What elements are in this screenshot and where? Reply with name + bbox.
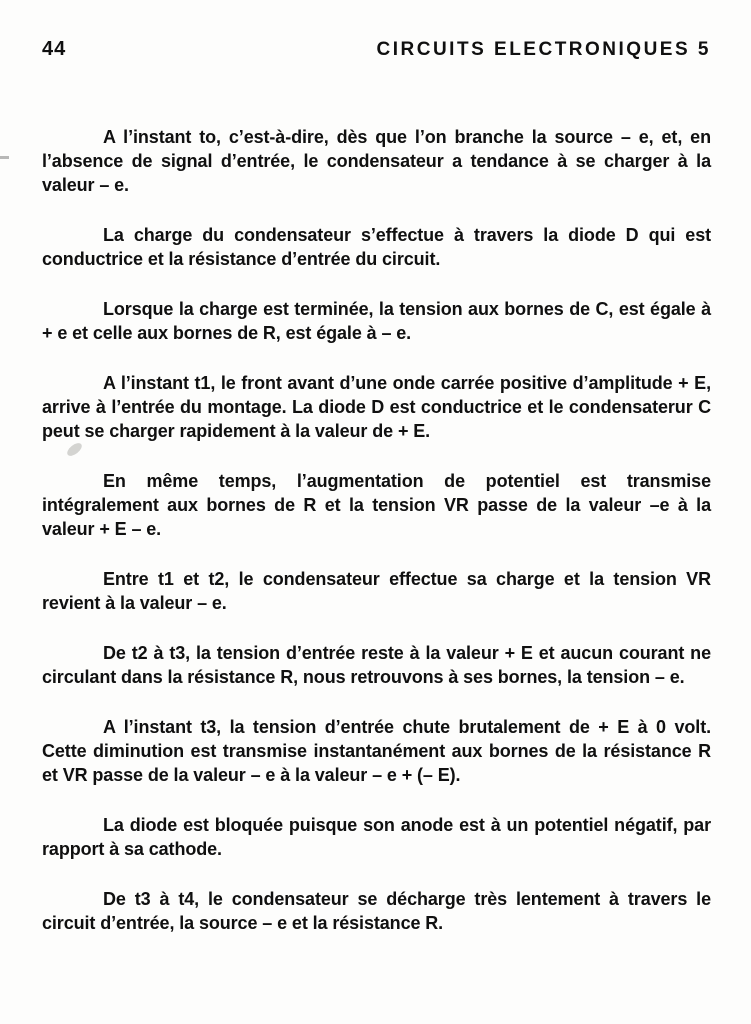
paragraph-9: La diode est bloquée puisque son anode est à un potentiel négatif, par rapport à sa cathode.: [42, 815, 711, 859]
page-number: 44: [42, 38, 67, 60]
running-title: CIRCUITS ELECTRONIQUES 5: [376, 39, 711, 60]
paragraph-2: La charge du condensateur s’effectue à travers la diode D qui est conductrice et la résistance d’entrée du circuit.: [42, 225, 711, 269]
page-header: [42, 38, 711, 61]
paragraph-8: A l’instant t3, la tension d’entrée chute brutalement de + E à 0 volt. Cette diminution est transmise instantanément aux bornes de la résistance R et VR passe de la valeur – e à la valeur – e + (– E).: [42, 717, 711, 785]
paragraph-6: Entre t1 et t2, le condensateur effectue sa charge et la tension VR revient à la valeur – e.: [42, 569, 711, 613]
paragraph-3: Lorsque la charge est terminée, la tension aux bornes de C, est égale à + e et celle aux bornes de R, est égale à – e.: [42, 299, 711, 343]
body-text: [42, 125, 711, 935]
scan-artifact-dash: [0, 156, 9, 159]
paragraph-10: De t3 à t4, le condensateur se décharge très lentement à travers le circuit d’entrée, la source – e et la résistance R.: [42, 889, 711, 933]
paragraph-1: A l’instant to, c’est-à-dire, dès que l’on branche la source – e, et, en l’absence de signal d’entrée, le condensateur a tendance à se charger à la valeur – e.: [42, 127, 711, 195]
paragraph-7: De t2 à t3, la tension d’entrée reste à la valeur + E et aucun courant ne circulant dans la résistance R, nous retrouvons à ses bornes, la tension – e.: [42, 643, 711, 687]
paragraph-4: A l’instant t1, le front avant d’une onde carrée positive d’amplitude + E, arrive à l’entrée du montage. La diode D est conductrice et le condensaterur C peut se charger rapidement à la valeur de + E.: [42, 373, 711, 441]
paragraph-5: En même temps, l’augmentation de potentiel est transmise intégralement aux bornes de R et la tension VR passe de la valeur –e à la valeur + E – e.: [42, 471, 711, 539]
